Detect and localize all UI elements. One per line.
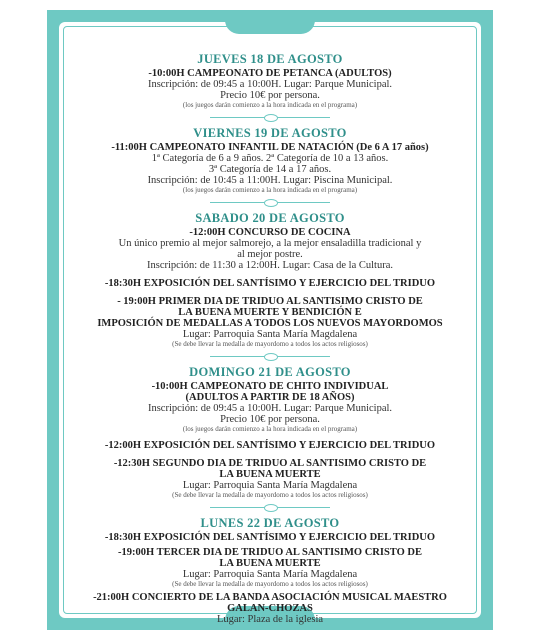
event-info: Inscripción: de 09:45 a 10:00H. Lugar: Parque Municipal.	[147, 403, 393, 414]
day-heading: LUNES 22 DE AGOSTO	[200, 516, 340, 530]
day-monday	[73, 516, 467, 625]
event-title: IMPOSICIÓN DE MEDALLAS A TODOS LOS NUEVOS MAYORDOMOS	[97, 318, 443, 329]
event-category: 3ª Categoría de 14 a 17 años.	[208, 164, 332, 175]
event-note: (Se debe llevar la medalla de mayordomo a todos los actos religiosos)	[172, 491, 368, 499]
section-divider	[210, 504, 330, 510]
day-sunday	[73, 365, 467, 499]
event-title: -12:30H SEGUNDO DIA DE TRIDUO AL SANTISIMO CRISTO DE	[113, 458, 427, 469]
event-title: (ADULTOS A PARTIR DE 18 AÑOS)	[185, 392, 355, 403]
event-category: 1ª Categoría de 6 a 9 años. 2ª Categoría de 10 a 13 años.	[151, 153, 389, 164]
event-price: Precio 10€ por persona.	[220, 414, 320, 425]
event-place: Lugar: Parroquia Santa María Magdalena	[182, 569, 358, 580]
event-title: -11:00H CAMPEONATO INFANTIL DE NATACIÓN (De 6 A 17 años)	[111, 142, 429, 153]
event-title: -18:30H EXPOSICIÓN DEL SANTÍSIMO Y EJERCICIO DEL TRIDUO	[104, 532, 436, 543]
day-heading: JUEVES 18 DE AGOSTO	[197, 52, 343, 66]
event-title: GALAN-CHOZAS	[227, 603, 313, 614]
decorative-frame	[47, 10, 493, 630]
event-note: (Se debe llevar la medalla de mayordomo a todos los actos religiosos)	[172, 340, 368, 348]
program-sheet	[59, 22, 481, 625]
event-note: (los juegos darán comienzo a la hora indicada en el programa)	[182, 425, 358, 433]
event-title: LA BUENA MUERTE	[219, 558, 321, 569]
event-title: -12:00H EXPOSICIÓN DEL SANTÍSIMO Y EJERCICIO DEL TRIDUO	[104, 440, 436, 451]
event-description: Un único premio al mejor salmorejo, a la mejor ensaladilla tradicional y	[118, 238, 422, 249]
day-friday	[73, 126, 467, 194]
day-heading: VIERNES 19 DE AGOSTO	[193, 126, 347, 140]
event-place: Lugar: Parroquia Santa María Magdalena	[182, 329, 358, 340]
event-title: -19:00H TERCER DIA DE TRIDUO AL SANTISIMO CRISTO DE	[118, 547, 422, 558]
event-title: LA BUENA MUERTE	[219, 469, 321, 480]
event-note: (los juegos darán comienzo a la hora indicada en el programa)	[182, 101, 358, 109]
program-content	[73, 52, 467, 625]
event-title: -10:00H CAMPEONATO DE CHITO INDIVIDUAL	[151, 381, 389, 392]
event-title: -10:00H CAMPEONATO DE PETANCA (ADULTOS)	[148, 68, 392, 79]
event-info: Inscripción: de 11:30 a 12:00H. Lugar: Casa de la Cultura.	[146, 260, 393, 271]
section-divider	[210, 199, 330, 205]
section-divider	[210, 114, 330, 120]
event-description: al mejor postre.	[237, 249, 303, 260]
event-title: -12:00H CONCURSO DE COCINA	[189, 227, 351, 238]
day-saturday	[73, 211, 467, 348]
frame-top-ornament	[225, 20, 315, 34]
event-title: -18:30H EXPOSICIÓN DEL SANTÍSIMO Y EJERCICIO DEL TRIDUO	[104, 278, 436, 289]
event-place: Lugar: Parroquia Santa María Magdalena	[182, 480, 358, 491]
event-price: Precio 10€ por persona.	[220, 90, 320, 101]
event-title: LA BUENA MUERTE Y BENDICIÓN E	[178, 307, 362, 318]
event-info: Inscripción: de 09:45 a 10:00H. Lugar: Parque Municipal.	[147, 79, 393, 90]
event-info: Inscripción: de 10:45 a 11:00H. Lugar: Piscina Municipal.	[147, 175, 393, 186]
section-divider	[210, 353, 330, 359]
day-heading: DOMINGO 21 DE AGOSTO	[189, 365, 351, 379]
event-title: -21:00H CONCIERTO DE LA BANDA ASOCIACIÓN MUSICAL MAESTRO	[93, 592, 447, 603]
event-note: (Se debe llevar la medalla de mayordomo a todos los actos religiosos)	[172, 580, 368, 588]
event-place: Lugar: Plaza de la iglesia	[216, 614, 324, 625]
event-title: - 19:00H PRIMER DIA DE TRIDUO AL SANTISIMO CRISTO DE	[117, 296, 423, 307]
day-heading: SABADO 20 DE AGOSTO	[195, 211, 345, 225]
event-note: (los juegos darán comienzo a la hora indicada en el programa)	[182, 186, 358, 194]
day-thursday	[73, 52, 467, 109]
